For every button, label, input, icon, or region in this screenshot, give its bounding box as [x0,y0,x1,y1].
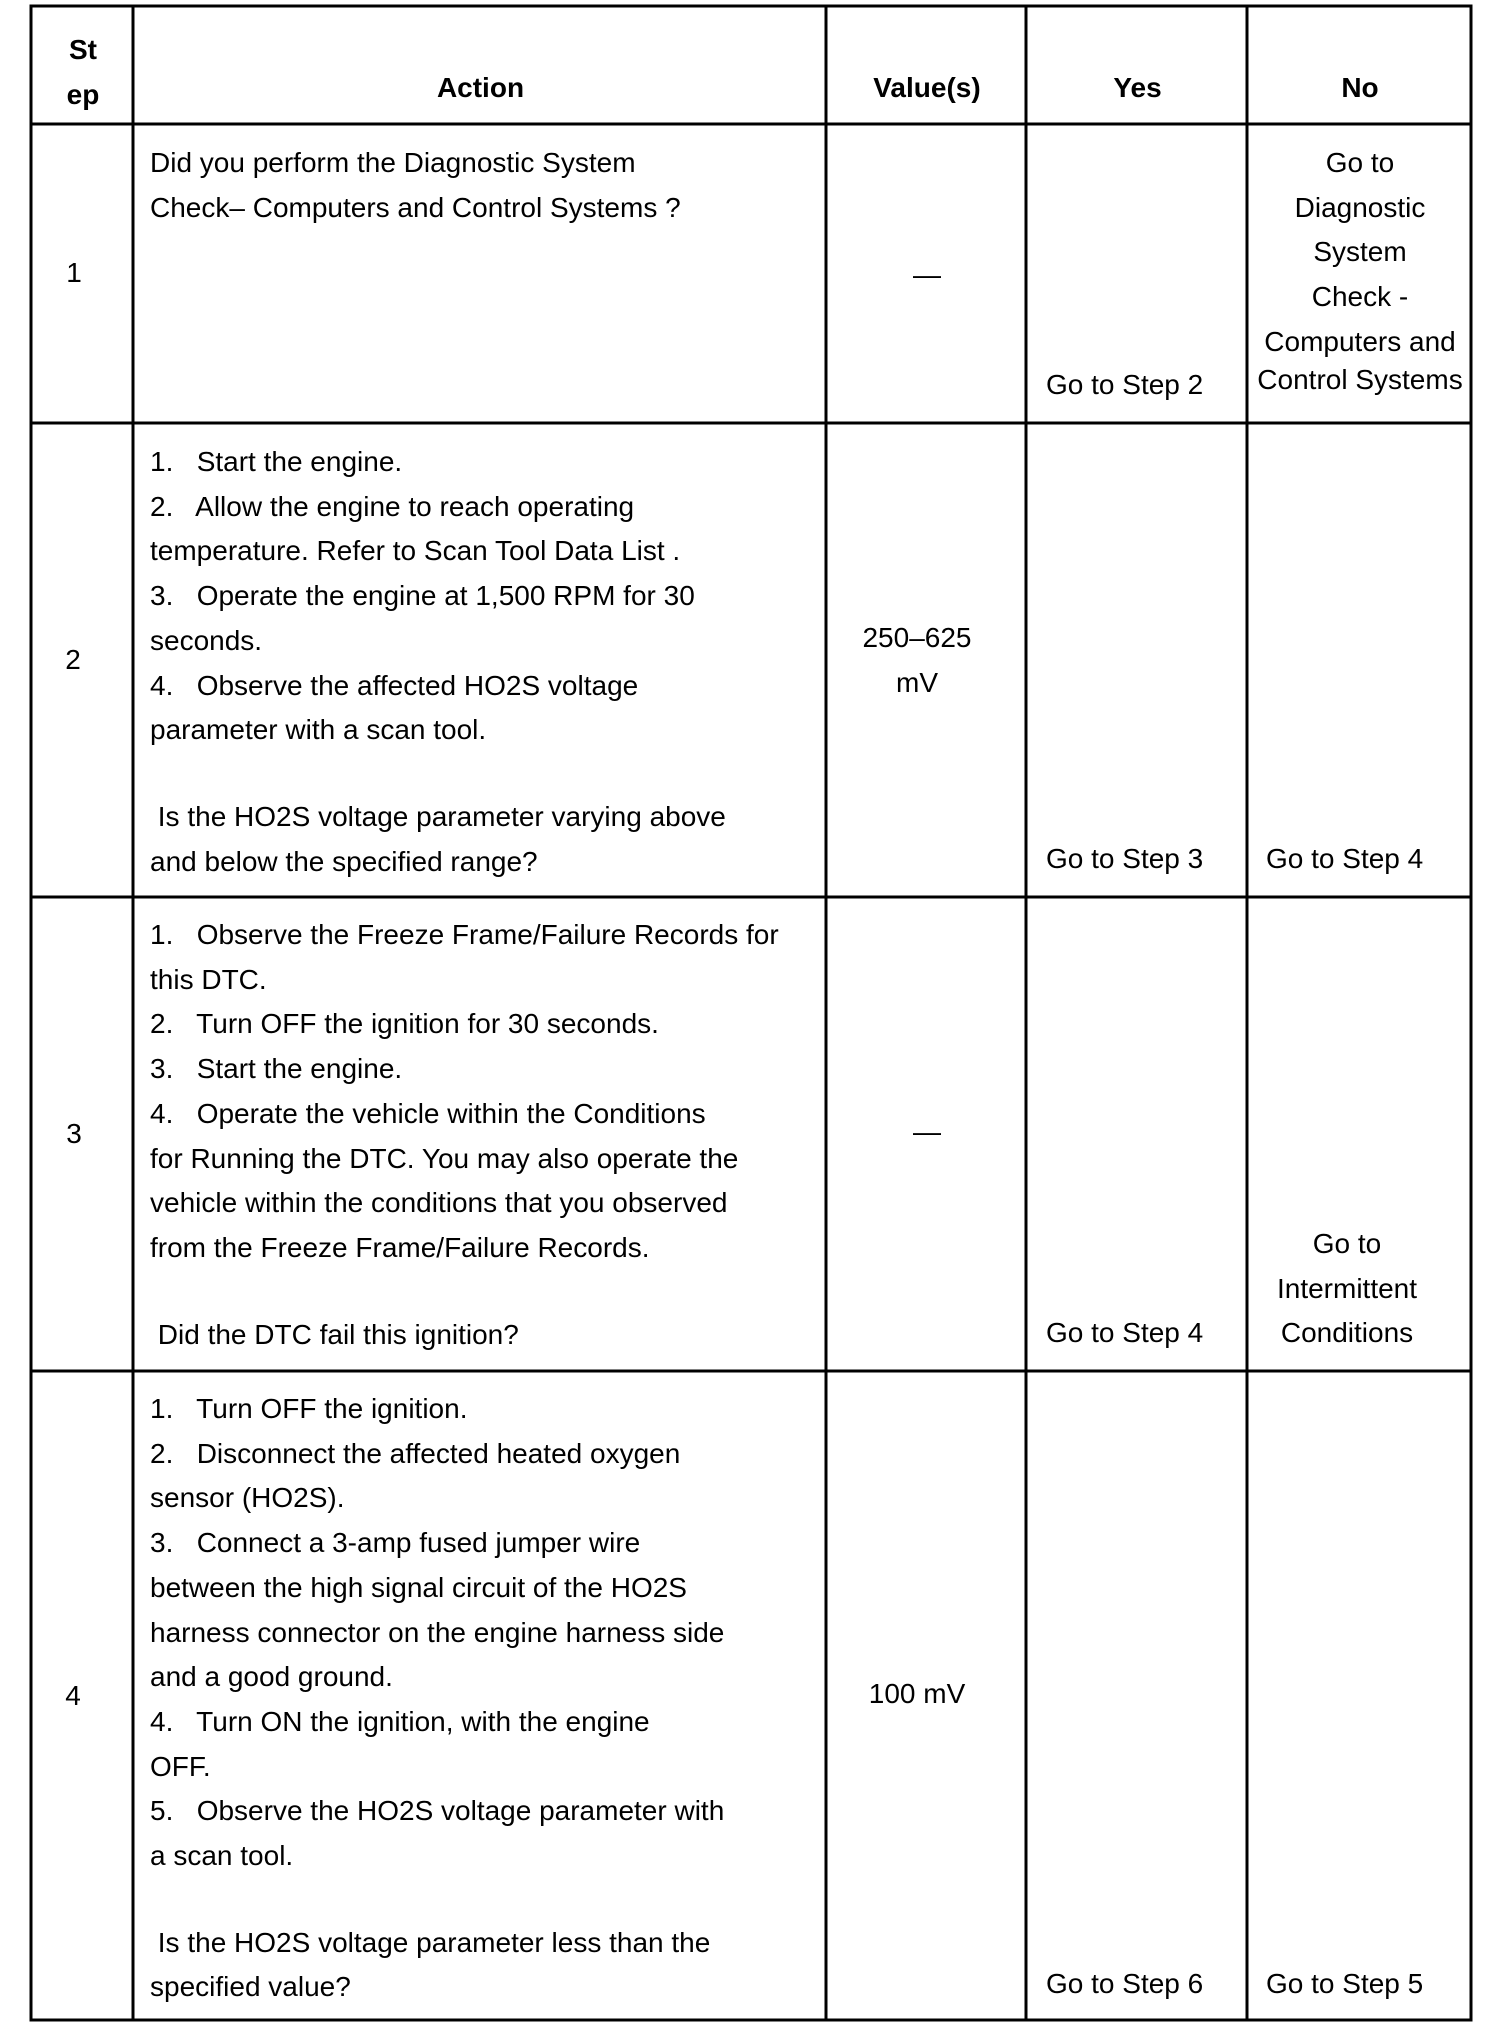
value-cell: — [913,259,941,290]
action-line: 3. Start the engine. [150,1053,403,1085]
action-line: seconds. [150,624,263,656]
action-line: 3. Connect a 3-amp fused jumper wire [150,1527,641,1559]
value-cell: — [913,1116,941,1147]
action-line: harness connector on the engine harness side [150,1616,725,1648]
value-line: mV [896,666,938,698]
action-line: 1. Start the engine. [150,446,403,477]
step-number: 1 [66,257,82,288]
no-line: Diagnostic [1294,191,1426,223]
action-cell [150,1387,820,2010]
action-line: 1. Turn OFF the ignition. [150,1393,468,1424]
no-line: Go to [1312,1228,1382,1259]
no-line: Control Systems [1257,363,1463,395]
no-cell [1249,141,1471,402]
header-yes: Yes [1113,72,1162,103]
no-line: System [1313,236,1407,268]
action-cell [150,440,820,884]
no-cell: Go to Step 5 [1266,1968,1424,1999]
no-line: Check - [1311,281,1409,313]
header-values: Value(s) [873,72,981,103]
no-line: Go to [1325,147,1395,178]
no-line: Conditions [1280,1317,1414,1349]
value-cell [828,616,1006,705]
action-question: Is the HO2S voltage parameter varying above [150,800,726,832]
action-line: sensor (HO2S). [150,1482,345,1514]
action-line: from the Freeze Frame/Failure Records. [150,1231,650,1263]
header-no: No [1341,72,1379,103]
action-line: 1. Observe the Freeze Frame/Failure Records for [150,919,779,950]
action-question: Did the DTC fail this ignition? [150,1318,519,1350]
action-line: 2. Allow the engine to reach operating [150,490,635,522]
step-number: 3 [66,1118,82,1149]
action-line: Check– Computers and Control Systems ? [150,191,681,223]
no-cell: Go to Step 4 [1266,843,1424,874]
action-cell [150,141,820,230]
action-line: 3. Operate the engine at 1,500 RPM for 30 [150,580,695,612]
no-cell [1249,1222,1445,1356]
action-question: and below the specified range? [150,845,538,877]
action-line: a scan tool. [150,1840,294,1872]
step-number: 2 [65,644,81,675]
header-step-line1: St [69,34,97,65]
no-line: Intermittent [1276,1272,1418,1304]
value-cell: 100 mV [868,1678,966,1709]
yes-cell: Go to Step 3 [1046,843,1204,874]
yes-cell: Go to Step 4 [1046,1317,1204,1348]
action-question: specified value? [150,1971,351,2003]
action-line: this DTC. [150,963,267,995]
action-line: Did you perform the Diagnostic System [150,147,636,178]
value-line: 250–625 [862,622,972,653]
action-line: 2. Disconnect the affected heated oxygen [150,1437,681,1469]
action-line: 4. Observe the affected HO2S voltage [150,669,639,701]
header-step [33,28,133,117]
action-line: and a good ground. [150,1661,393,1693]
action-line: between the high signal circuit of the HO2S [150,1571,687,1603]
action-line: 4. Turn ON the ignition, with the engine [150,1705,650,1737]
yes-cell: Go to Step 6 [1046,1968,1204,1999]
action-line: 5. Observe the HO2S voltage parameter with [150,1795,725,1827]
header-step-line2: ep [66,78,100,110]
action-line: for Running the DTC. You may also operate the [150,1142,739,1174]
no-line: Computers and [1264,325,1456,357]
yes-cell: Go to Step 2 [1046,369,1204,400]
action-cell [150,913,820,1357]
action-line: OFF. [150,1750,211,1782]
action-line: temperature. Refer to Scan Tool Data List . [150,535,681,567]
action-line: vehicle within the conditions that you observed [150,1187,728,1219]
action-line: 4. Operate the vehicle within the Conditions [150,1097,706,1129]
action-line: 2. Turn OFF the ignition for 30 seconds. [150,1008,659,1040]
header-action: Action [436,72,525,103]
action-question: Is the HO2S voltage parameter less than the [150,1926,711,1958]
step-number: 4 [65,1680,81,1711]
action-line: parameter with a scan tool. [150,714,487,746]
